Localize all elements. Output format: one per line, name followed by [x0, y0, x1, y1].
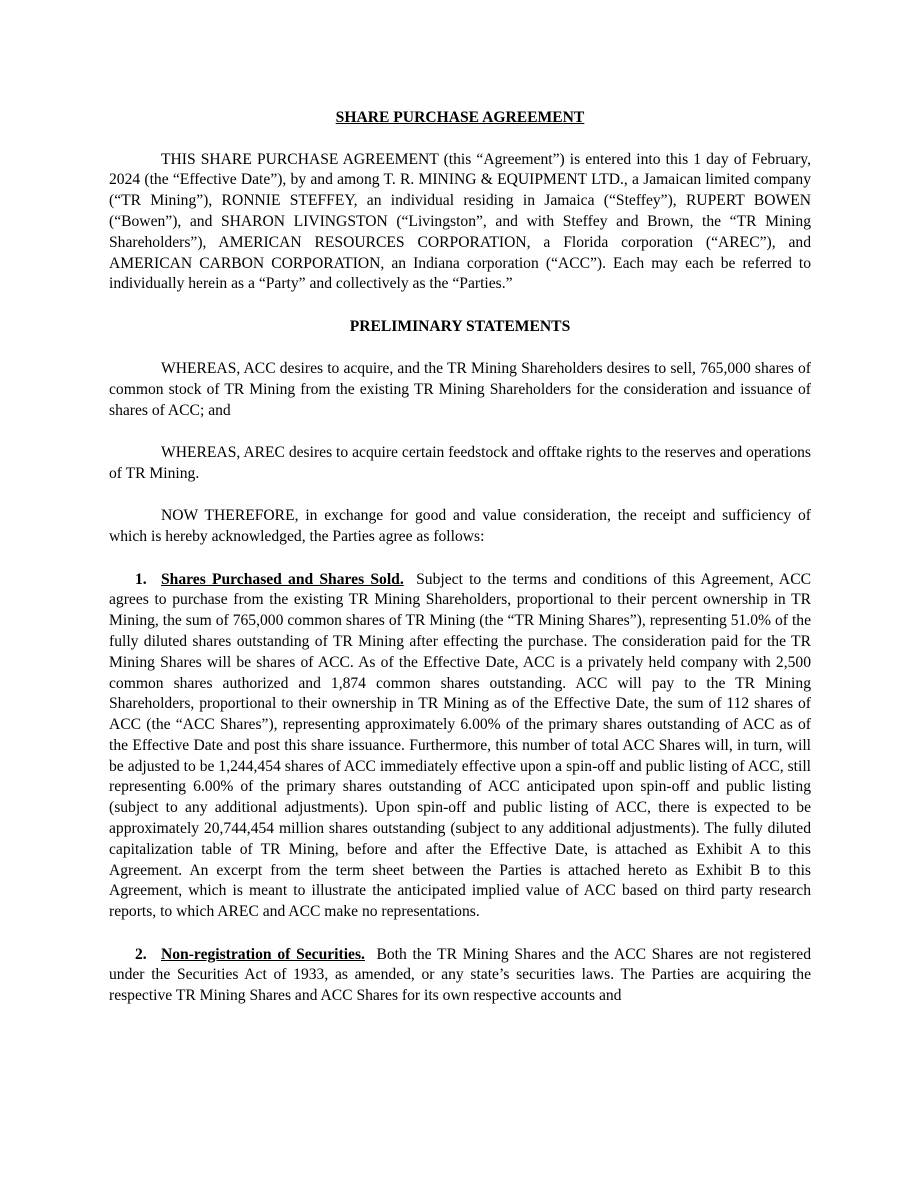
clause-number: 1. [135, 570, 147, 588]
clause-body: Subject to the terms and conditions of this Agreement, ACC agrees to purchase from the existing TR Mining Shareholders, proportional to their percent ownership in TR Mining, the sum of 765,000 common shares of TR Mining (the “TR Mining Shares”), representing 51.0% of the fully diluted shares outstanding of TR Mining after effecting the purchase. The consideration paid for the TR Mining Shares will be shares of ACC. As of the Effective Date, ACC is a privately held company with 2,500 common shares authorized and 1,874 common shares outstanding. ACC will pay to the TR Mining Shareholders, proportional to their ownership in TR Mining as of the Effective Date, the sum of 112 shares of ACC (the “ACC Shares”), representing approximately 6.00% of the primary shares outstanding of ACC as of the Effective Date and post this share issuance. Furthermore, this number of total ACC Shares will, in turn, will be adjusted to be 1,244,454 shares of ACC immediately effective upon a spin-off and public listing of ACC, still representing 6.00% of the primary shares outstanding of ACC anticipated upon spin-off and public listing (subject to any additional adjustments). Upon spin-off and public listing of ACC, there is expected to be approximately 20,744,454 million shares outstanding (subject to any additional adjustments). The fully diluted capitalization table of TR Mining, before and after the Effective Date, is attached as Exhibit A to this Agreement. An excerpt from the term sheet between the Parties is attached hereto as Exhibit B to this Agreement, which is meant to illustrate the anticipated implied value of ACC based on third party research reports, to which AREC and ACC make no representations. [109, 570, 811, 921]
intro-paragraph: THIS SHARE PURCHASE AGREEMENT (this “Agreement”) is entered into this 1 day of February, 2024 (the “Effective Date”), by and among T. R. MINING & EQUIPMENT LTD., a Jamaican limited company (“TR Mining”), RONNIE STEFFEY, an individual residing in Jamaica (“Steffey”), RUPERT BOWEN (“Bowen”), and SHARON LIVINGSTON (“Livingston”, and with Steffey and Brown, the “TR Mining Shareholders”), AMERICAN RESOURCES CORPORATION, a Florida corporation (“AREC”), and AMERICAN CARBON CORPORATION, an Indiana corporation (“ACC”). Each may each be referred to individually herein as a “Party” and collectively as the “Parties.” [109, 150, 811, 293]
clause-2 [109, 945, 811, 1007]
document-page [109, 108, 811, 1007]
clause-heading: Shares Purchased and Shares Sold. [161, 570, 404, 588]
spacer [109, 129, 811, 150]
clause-number: 2. [135, 945, 147, 963]
spacer [109, 338, 811, 360]
spacer [109, 923, 811, 945]
spacer [109, 422, 811, 444]
document-title: SHARE PURCHASE AGREEMENT [335, 109, 585, 126]
now-therefore-paragraph: NOW THEREFORE, in exchange for good and value consideration, the receipt and sufficiency of which is hereby acknowledged, the Parties agree as follows: [109, 507, 811, 546]
clause-heading: Non-registration of Securities. [161, 945, 365, 963]
clause-body: Both the TR Mining Shares and the ACC Shares are not registered under the Securities Act of 1933, as amended, or any state’s securities laws. The Parties are acquiring the respective TR Mining Shares and ACC Shares for its own respective accounts and [109, 945, 812, 1005]
whereas-paragraph-2: WHEREAS, AREC desires to acquire certain feedstock and offtake rights to the reserves and operations of TR Mining. [109, 444, 811, 482]
preliminary-statements-heading: PRELIMINARY STATEMENTS [349, 317, 571, 335]
spacer [109, 485, 811, 507]
spacer [109, 295, 811, 317]
whereas-paragraph-1: WHEREAS, ACC desires to acquire, and the TR Mining Shareholders desires to sell, 765,000 shares of common stock of TR Mining from the existing TR Mining Shareholders for the consideration and issuance of shares of ACC; and [109, 360, 811, 419]
spacer [109, 548, 811, 570]
clause-1 [109, 570, 811, 924]
